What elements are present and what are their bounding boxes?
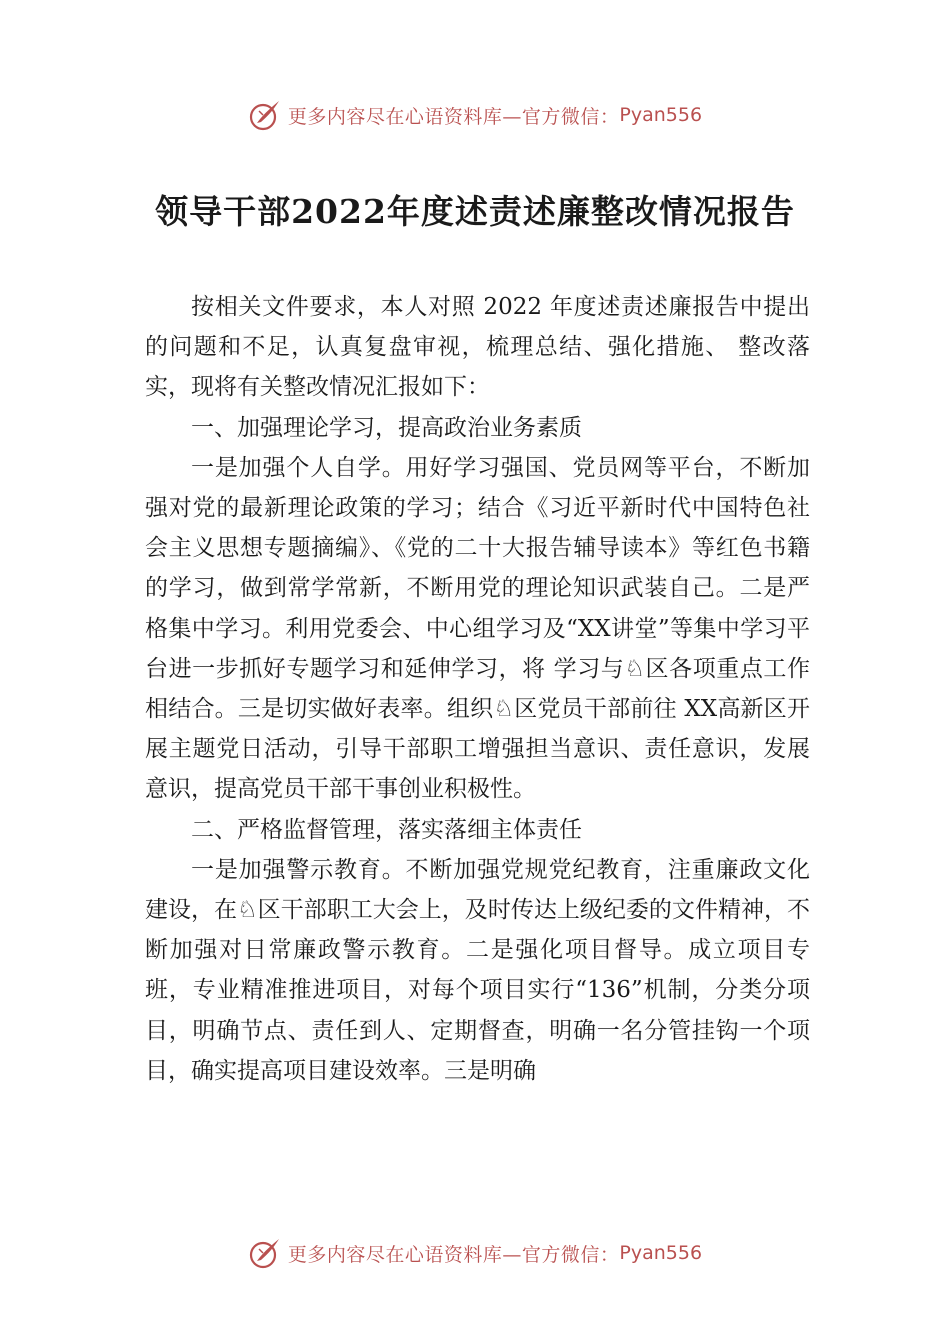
footer-watermark (0, 1233, 950, 1273)
watermark-text: 更多内容尽在心语资料库—官方微信： (287, 1243, 620, 1266)
watermark-text: 更多内容尽在心语资料库—官方微信： (287, 105, 620, 128)
section-2-paragraph: 一是加强警示教育。不断加强党规党纪教育，注重廉政文化建设，在♘区干部职工大会上，及时传达上级纪委的文件精神，不断加强对日常廉政警示教育。二是强化项目督导。成立项目专班，专业精准推进项目，对每个项目实行“136”机制，分类分项目，明确节点、责任到人、定期督查，明确一名分管挂钩一个项目，确实提高项目建设效率。三是明确 (145, 856, 810, 1084)
section-heading-1: 一、加强理论学习，提高政治业务素质 (191, 414, 582, 441)
quill-seal-icon (248, 1236, 282, 1270)
section-1-paragraph: 一是加强个人自学。用好学习强国、党员网等平台，不断加强对党的最新理论政策的学习；结合《习近平新时代中国特色社会主义思想专题摘编》、《党的二十大报告辅导读本》等红色书籍的学习，做到常学常新，不断用党的理论知识武装自己。二是严格集中学习。利用党委会、中心组学习及“XX讲堂”等集中学习平台进一步抓好专题学习和延伸学习，将 学习与♘区各项重点工作相结合。三是切实做好表率。组织♘区党员干部前往 XX高新区开展主题党日活动，引导干部职工增强担当意识、责任意识，发展意识，提高党员干部干事创业积极性。 (145, 454, 810, 803)
document-title: 领导干部2022年度述责述廉整改情况报告 (155, 192, 795, 231)
document-body (145, 287, 810, 1091)
section-heading-2: 二、严格监督管理，落实落细主体责任 (191, 816, 582, 843)
header-watermark (0, 95, 950, 135)
quill-seal-icon (248, 98, 282, 132)
watermark-id: Pyan556 (619, 1242, 703, 1264)
watermark-id: Pyan556 (619, 104, 703, 126)
intro-paragraph: 按相关文件要求，本人对照 2022 年度述责述廉报告中提出的问题和不足，认真复盘审视，梳理总结、强化措施、 整改落实，现将有关整改情况汇报如下： (145, 294, 810, 401)
